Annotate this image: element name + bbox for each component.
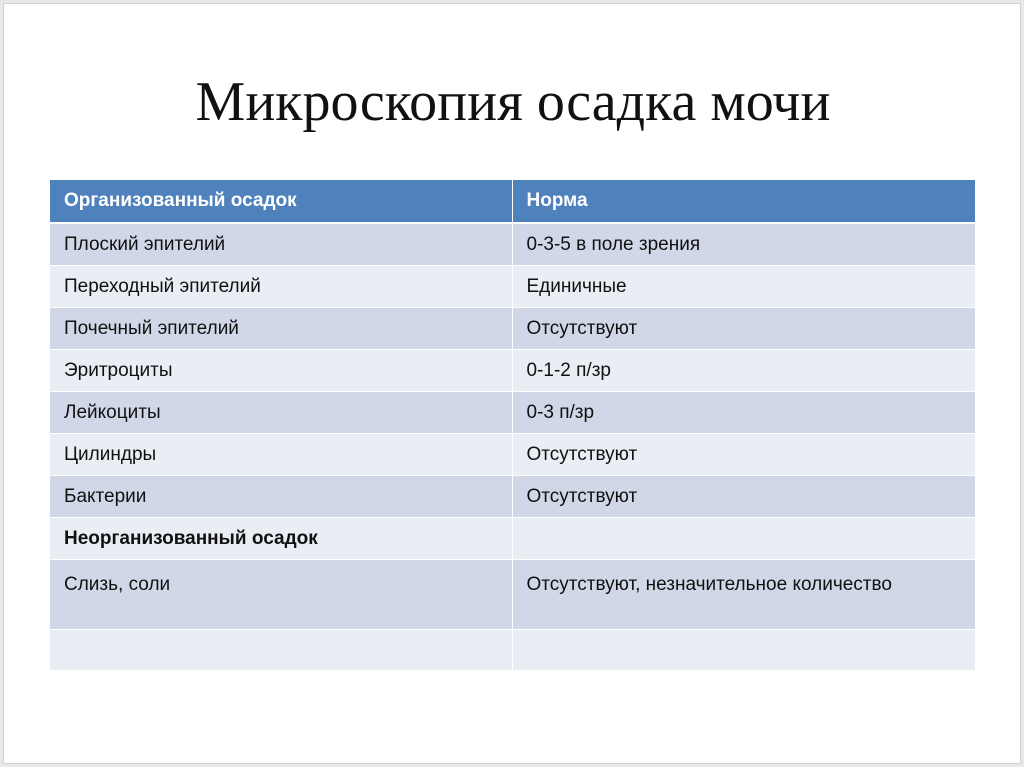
section-heading: Неорганизованный осадок [50, 517, 512, 559]
row-value: Отсутствуют [512, 307, 975, 349]
column-header-norm: Норма [512, 180, 975, 223]
row-name: Почечный эпителий [50, 307, 512, 349]
row-value: 0-3-5 в поле зрения [512, 223, 975, 265]
row-name: Слизь, соли [50, 559, 512, 629]
table-row [50, 433, 975, 475]
section-row [50, 517, 975, 559]
table-row [50, 223, 975, 265]
row-name: Лейкоциты [50, 391, 512, 433]
sediment-norms-table [50, 180, 975, 670]
slide-title: Микроскопия осадка мочи [195, 71, 831, 133]
row-value: Отсутствуют [512, 475, 975, 517]
row-name: Цилиндры [50, 433, 512, 475]
column-header-sediment: Организованный осадок [50, 180, 512, 223]
slide [3, 3, 1021, 764]
row-value: Единичные [512, 265, 975, 307]
row-name [50, 629, 512, 670]
table-header-row [50, 180, 975, 223]
table-row [50, 265, 975, 307]
table-row [50, 349, 975, 391]
row-value: Отсутствуют, незначительное количество [512, 559, 975, 629]
row-name: Бактерии [50, 475, 512, 517]
row-name: Плоский эпителий [50, 223, 512, 265]
row-name: Переходный эпителий [50, 265, 512, 307]
row-value: Отсутствуют [512, 433, 975, 475]
row-value: 0-1-2 п/зр [512, 349, 975, 391]
empty-row [50, 629, 975, 670]
row-name: Эритроциты [50, 349, 512, 391]
row-value [512, 629, 975, 670]
table-row [50, 475, 975, 517]
table-row [50, 307, 975, 349]
row-value [512, 517, 975, 559]
row-value: 0-3 п/зр [512, 391, 975, 433]
table-row [50, 559, 975, 629]
table-row [50, 391, 975, 433]
